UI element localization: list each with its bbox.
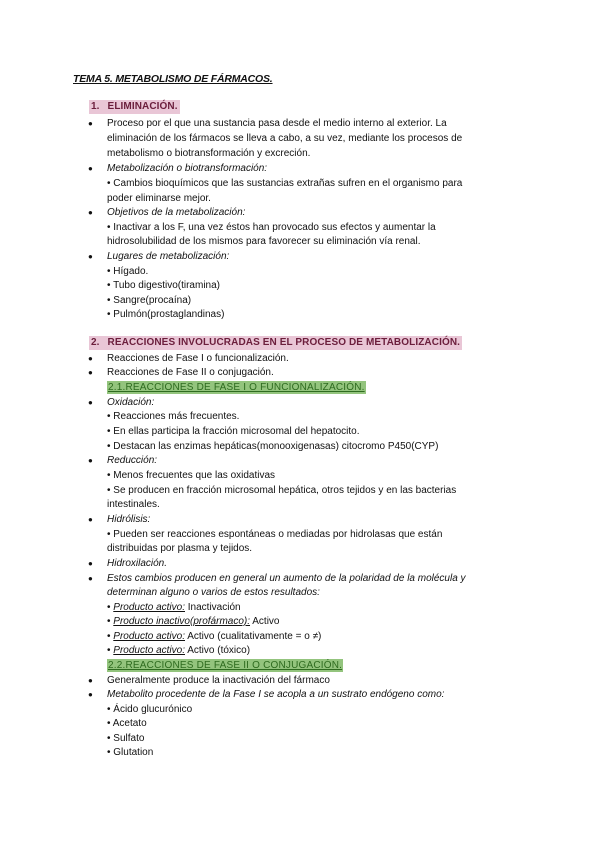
result-value: Activo (cualitativamente = o ≠) <box>185 631 322 642</box>
subsection-heading-fase-1: 2.1.REACCIONES DE FASE I O FUNCIONALIZACIÓN. <box>108 382 365 393</box>
text-line: Generalmente produce la inactivación del fármaco <box>107 675 330 686</box>
bullet: ● <box>88 676 93 685</box>
result-bullet: • <box>107 631 114 642</box>
list-item: • Acetato <box>107 718 147 729</box>
text-line: metabolismo o biotransformación y excreción. <box>107 148 311 159</box>
bullet: ● <box>88 515 93 524</box>
section-number: 1. <box>91 101 100 112</box>
section-heading-reacciones <box>89 336 462 350</box>
text-line: eliminación de los fármacos se lleva a cabo, a su vez, mediante los procesos de <box>107 133 463 144</box>
list-item: • Hígado. <box>107 266 149 277</box>
bullet: ● <box>88 456 93 465</box>
subsection-heading-fase-2: 2.2.REACCIONES DE FASE II O CONJUGACIÓN. <box>108 660 343 671</box>
document-title: TEMA 5. METABOLISMO DE FÁRMACOS. <box>73 73 273 85</box>
subheading: Objetivos de la metabolización: <box>107 207 246 218</box>
result-item <box>107 615 279 628</box>
list-item: • Ácido glucurónico <box>107 704 193 715</box>
subheading: Metabolito procedente de la Fase I se acopla a un sustrato endógeno como: <box>107 689 445 700</box>
result-label: Producto activo: <box>113 602 185 613</box>
list-item: • Se producen en fracción microsomal hepática, otros tejidos y en las bacterias <box>107 485 457 496</box>
result-value: Activo (tóxico) <box>185 645 251 656</box>
subheading: Oxidación: <box>107 397 155 408</box>
bullet: ● <box>88 690 93 699</box>
bullet: ● <box>88 164 93 173</box>
list-item: • Sangre(procaína) <box>107 295 192 306</box>
list-item: • Reacciones más frecuentes. <box>107 411 240 422</box>
list-item: • Pulmón(prostaglandinas) <box>107 309 225 320</box>
list-item: • Sulfato <box>107 733 145 744</box>
text-line: hidrosolubilidad de los mismos para favorecer su eliminación vía renal. <box>107 236 421 247</box>
text-line: • Inactivar a los F, una vez éstos han provocado sus efectos y aumentar la <box>107 222 436 233</box>
list-item: • En ellas participa la fracción microsomal del hepatocito. <box>107 426 360 437</box>
subheading: Hidrólisis: <box>107 514 151 525</box>
text-line: Estos cambios producen en general un aumento de la polaridad de la molécula y <box>107 573 466 584</box>
bullet: ● <box>88 208 93 217</box>
result-label: Producto inactivo(profármaco): <box>113 616 251 627</box>
bullet: ● <box>88 559 93 568</box>
result-value: Activo <box>250 616 280 627</box>
subheading: Metabolización o biotransformación: <box>107 163 268 174</box>
list-item: • Tubo digestivo(tiramina) <box>107 280 220 291</box>
bullet: ● <box>88 398 93 407</box>
text-line: • Cambios bioquímicos que las sustancias extrañas sufren en el organismo para <box>107 178 463 189</box>
section-heading-eliminacion <box>89 100 180 114</box>
text-line: distribuidas por plasma y tejidos. <box>107 543 253 554</box>
list-item: • Glutation <box>107 747 154 758</box>
bullet: ● <box>88 119 93 128</box>
text-line: poder eliminarse mejor. <box>107 193 211 204</box>
list-item: • Pueden ser reacciones espontáneas o mediadas por hidrolasas que están <box>107 529 443 540</box>
text-line: intestinales. <box>107 499 160 510</box>
list-item: • Menos frecuentes que las oxidativas <box>107 470 276 481</box>
bullet: ● <box>88 354 93 363</box>
text-line: determinan alguno o varios de estos resultados: <box>107 587 320 598</box>
list-item: • Destacan las enzimas hepáticas(monooxigenasas) citocromo P450(CYP) <box>107 441 439 452</box>
bullet: ● <box>88 368 93 377</box>
result-label: Producto activo: <box>113 631 185 642</box>
section-title: ELIMINACIÓN. <box>107 101 178 112</box>
section-number: 2. <box>91 337 100 348</box>
text-line: Reacciones de Fase I o funcionalización. <box>107 353 289 364</box>
subheading: Reducción: <box>107 455 158 466</box>
section-title: REACCIONES INVOLUCRADAS EN EL PROCESO DE METABOLIZACIÓN. <box>107 337 461 348</box>
subheading: Hidroxilación. <box>107 558 168 569</box>
result-bullet: • <box>107 645 114 656</box>
result-bullet: • <box>107 602 114 613</box>
result-item <box>107 644 250 657</box>
bullet: ● <box>88 574 93 583</box>
result-item <box>107 601 241 614</box>
text-line: Proceso por el que una sustancia pasa desde el medio interno al exterior. La <box>107 118 447 129</box>
result-bullet: • <box>107 616 114 627</box>
subheading: Lugares de metabolización: <box>107 251 230 262</box>
bullet: ● <box>88 252 93 261</box>
result-label: Producto activo: <box>113 645 185 656</box>
result-item <box>107 630 321 643</box>
text-line: Reacciones de Fase II o conjugación. <box>107 367 274 378</box>
result-value: Inactivación <box>185 602 241 613</box>
